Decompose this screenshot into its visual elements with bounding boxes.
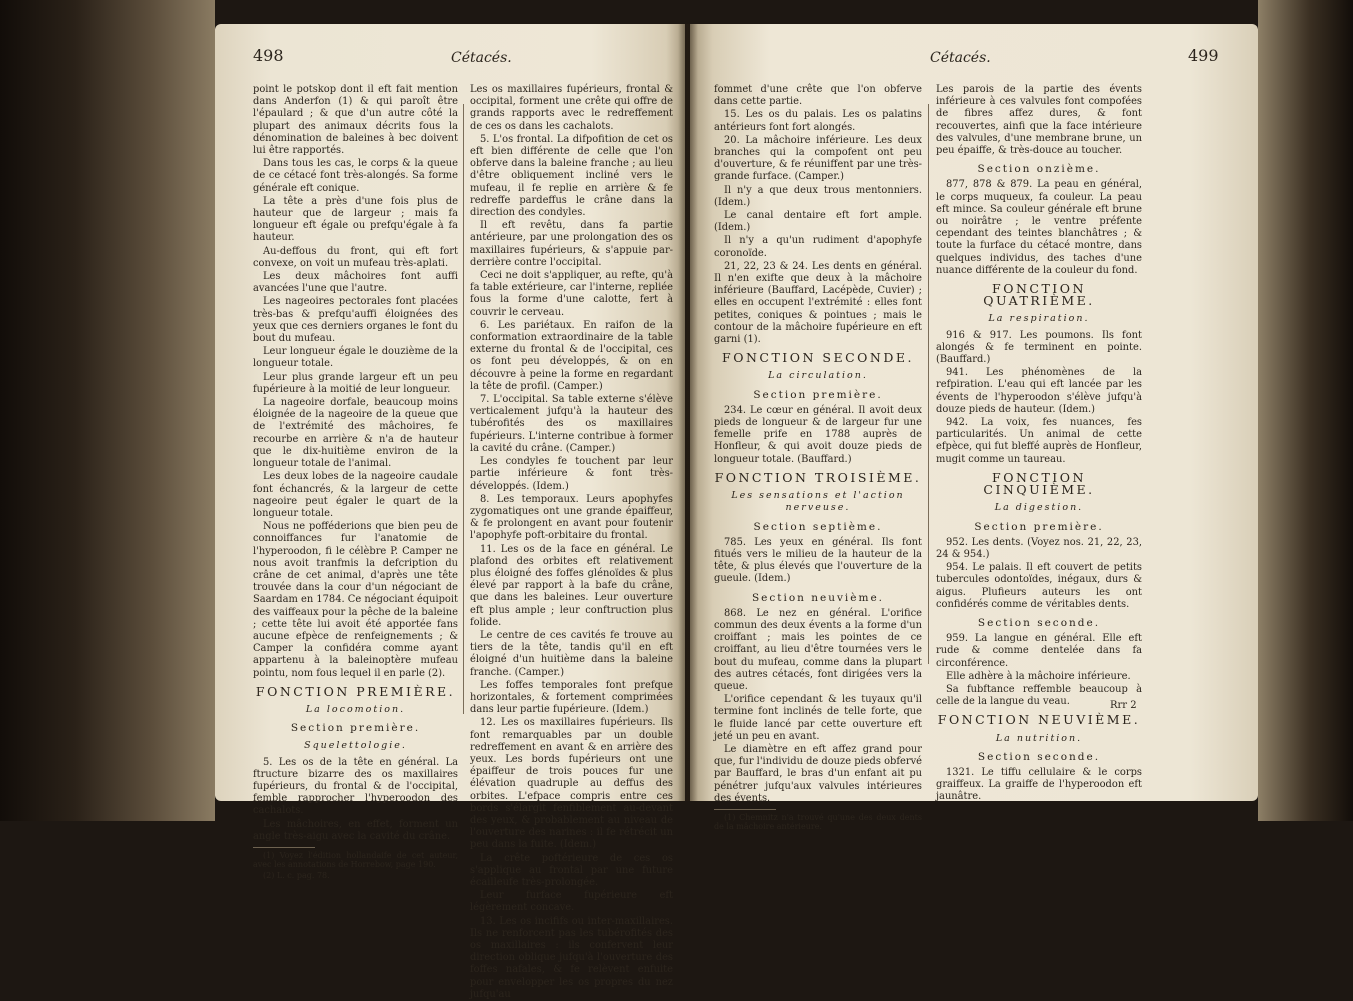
paragraph: Au-deffous du front, qui eft fort convexe, on voit un mufeau très-aplati. <box>253 245 458 269</box>
paragraph: Les deux mâchoires font auffi avancées l'une que l'autre. <box>253 271 458 295</box>
section-heading: Section première. <box>753 388 883 401</box>
paragraph: point le potskop dont il eft fait mention dans Anderfon (1) & qui paroît être l'épaulard ; & que d'un autre côté la plupart des animaux décrits fous la dénomination de baleines à bec doivent lui être rapportés. <box>253 84 458 157</box>
section-heading: La digestion. <box>994 502 1084 514</box>
right-page-stack <box>1258 0 1353 821</box>
paragraph: 12. Les os maxillaires fupérieurs. Ils font remarquables par un double redreffement en avant & en arrière des yeux. Les bords fupérieurs ont une épaiffeur de trois pouces fur une élévation quadruple au deffus des orbites. L'efpace compris entre ces bords s'élargit fenfiblement au-devant des yeux, & probablement au niveau de l'ouverture des narines : il fe rétrécit un peu dans la fuite. (Idem.) <box>470 717 673 851</box>
paragraph: Leur furface fupérieure eft légèrement concave. <box>470 890 673 914</box>
paragraph: Nous ne pofféderions que bien peu de connoiffances fur l'anatomie de l'hyperoodon, fi le célèbre P. Camper ne nous avoit tranfmis la defcription du crâne de cet animal, d'après une tête trouvée dans la cour d'un négociant de Saardam en 1784. Ce négociant équipoit des vaiffeaux pour la pêche de la baleine ; cette tête lui avoit été apportée fans aucune efpèce de renfeignements ; & Camper la confidéra comme ayant appartenu à la baleinoptère mufeau pointu, nom fous lequel il en parle (2). <box>253 521 458 679</box>
paragraph: 952. Les dents. (Voyez nos. 21, 22, 23, 24 & 954.) <box>936 536 1142 560</box>
paragraph: Le centre de ces cavités fe trouve au tiers de la tête, tandis qu'il en eft éloigné d'un huitième dans la baleine franche. (Camper.) <box>470 629 673 678</box>
paragraph: 21, 22, 23 & 24. Les dents en général. Il n'en exifte que deux à la mâchoire inférieure (Bauffard, Lacépède, Cuvier) ; elles en occupent l'extrémité : elles font petites, coniques & pointues ; mais le contour de la mâchoire fupérieure en eft garni (1). <box>714 260 922 346</box>
paragraph: 234. Le cœur en général. Il avoit deux pieds de longueur & de largeur fur une femelle prife en 1788 auprès de Honfleur, & qui avoit douze pieds de longueur totale. (Bauffard.) <box>714 404 922 465</box>
paragraph: 954. Le palais. Il eft couvert de petits tubercules odontoïdes, inégaux, durs & aigus. Plufieurs auteurs les ont confidérés comme de véritables dents. <box>936 562 1142 610</box>
paragraph: La crête poftérieure de ces os s'applique au frontal par une future écailleufe très-prolongée. <box>470 852 673 888</box>
left-column-1 <box>253 84 458 880</box>
paragraph: Les nageoires pectorales font placées très-bas & prefqu'auffi éloignées des yeux que ces derniers organes le font du bout du mufeau. <box>253 296 458 345</box>
section-heading: Section onzième. <box>977 163 1101 176</box>
paragraph: 11. Les os de la face en général. Le plafond des orbites eft relativement plus éloigné des foffes glénoïdes & plus élevé par rapport à la bafe du crâne, que dans les baleines. Leur ouverture eft plus ample ; leur conftruction plus folide. <box>470 543 673 628</box>
section-heading: La circulation. <box>768 370 868 382</box>
footnote: (1) Voyez l'édition hollandaife de cet auteur, avec les annotations de Horrebow, page 190. <box>253 850 458 870</box>
paragraph: 916 & 917. Les poumons. Ils font alongés & fe terminent en pointe. (Bauffard.) <box>936 329 1142 366</box>
paragraph: 5. L'os frontal. La difpofition de cet os eft bien différente de celle que l'on obferve dans la baleine franche ; au lieu d'être obliquement incliné vers le mufeau, il fe replie en arrière & fe redreffe pardeffus le crâne dans la direction des condyles. <box>470 133 673 219</box>
right-column-1 <box>714 84 922 832</box>
section-heading: FONCTION NEUVIÈME. <box>937 712 1141 728</box>
paragraph: Les parois de la partie des évents inférieure à ces valvules font compofées de fibres affez dures, & font recouvertes, ainfi que la face intérieure des valvules, d'une membrane brune, un peu épaiffe, & très-douce au toucher. <box>936 84 1142 157</box>
paragraph: Dans tous les cas, le corps & la queue de ce cétacé font très-alongés. Sa forme générale eft conique. <box>253 158 458 194</box>
section-heading: Section neuvième. <box>751 591 885 604</box>
paragraph: 959. La langue en général. Elle eft rude & comme dentelée dans fa circonférence. <box>936 633 1142 669</box>
section-heading: Section première. <box>290 722 421 735</box>
section-heading: La nutrition. <box>995 732 1083 744</box>
paragraph: Les os maxillaires fupérieurs, frontal & occipital, forment une crête qui offre de grands rapports avec le redreffement de ces os dans les cachalots. <box>470 84 673 132</box>
paragraph: Leur plus grande largeur eft un peu fupérieure à la moitié de leur longueur. <box>253 371 458 395</box>
paragraph: 942. La voix, fes nuances, fes particularités. Un animal de cette efpèce, qui fut bleffé auprès de Honfleur, mugit comme un taureau. <box>936 417 1142 465</box>
right-page <box>690 24 1258 832</box>
section-heading: Squelettologie. <box>304 740 407 752</box>
footnote: (1) Chemnitz n'a trouvé qu'une des deux dents de la mâchoire antérieure. <box>714 812 922 832</box>
column-rule <box>463 104 464 714</box>
paragraph: L'orifice cependant & les tuyaux qu'il termine font inclinés de telle forte, que le fluide lancé par cette ouverture eft jeté un peu en avant. <box>714 694 922 742</box>
paragraph: 868. Le nez en général. L'orifice commun des deux évents a la forme d'un croiffant ; mais les pointes de ce croiffant, au lieu d'être tournées vers le bout du mufeau, comme dans la plupart des autres cétacés, font dirigées vers la queue. <box>714 607 922 692</box>
section-heading: FONCTION SECONDE. <box>722 350 914 366</box>
paragraph: Le diamètre en eft affez grand pour que, fur l'individu de douze pieds obfervé par Bauffard, le bras d'un enfant ait pu pénétrer jufqu'aux valvules intérieures des évents. <box>714 743 922 804</box>
running-title: Cétacés. <box>451 50 512 66</box>
paragraph: Il eft revêtu, dans fa partie antérieure, par une prolongation des os maxillaires fupérieurs, & s'appuie par-derrière contre l'occipital. <box>470 220 673 268</box>
footnote-rule <box>253 847 315 848</box>
book-gutter <box>678 24 698 801</box>
section-heading: Section septième. <box>753 520 883 533</box>
paragraph: 877, 878 & 879. La peau en général, le corps muqueux, fa couleur. La peau eft mince. Sa couleur générale eft brune ou noirâtre ; le ventre préfente cependant des teintes blanchâtres ; & toute la furface du cétacé montre, dans quelques individus, des taches d'une nuance différente de la couleur du fond. <box>936 179 1142 276</box>
paragraph: La tête a près d'une fois plus de hauteur que de largeur ; mais fa longueur eft égale ou prefqu'égale à fa hauteur. <box>253 195 458 244</box>
paragraph: 15. Les os du palais. Les os palatins antérieurs font fort alongés. <box>714 109 922 133</box>
paragraph: 13. Les os incififs ou inter-maxillaires. Ils ne renforcent pas les tubérofités des os maxillaires : ils confervent leur direction oblique jufqu'à l'ouverture des foffes nafales, & fe relèvent enfuite pour envelopper les os propres du nez jufqu'au <box>470 915 673 1000</box>
paragraph: La nageoire dorfale, beaucoup moins éloignée de la nageoire de la queue que de l'extrémité des mâchoires, fe recourbe en arrière & n'a de hauteur que le dix-huitième environ de la longueur totale de l'animal. <box>253 397 458 470</box>
paragraph: Leur longueur égale le douzième de la longueur totale. <box>253 346 458 370</box>
paragraph: 20. La mâchoire inférieure. Les deux branches qui la compofent ont peu d'ouverture, & fe réuniffent par une très-grande furface. (Camper.) <box>714 134 922 183</box>
section-heading: Section seconde. <box>977 616 1101 629</box>
paragraph: Les deux lobes de la nageoire caudale font échancrés, & la largeur de cette nageoire peut égaler le quart de la longueur totale. <box>253 471 458 519</box>
paragraph: Il n'y a que deux trous mentonniers. (Idem.) <box>714 184 922 208</box>
paragraph: Sa fubftance reffemble beaucoup à celle de la langue du veau. <box>936 683 1142 708</box>
page-number: 498 <box>253 46 284 65</box>
left-page-stack <box>0 0 215 821</box>
paragraph: 5. Les os de la tête en général. La ftructure bizarre des os maxillaires fupérieurs, du frontal & de l'occipital, femble rapprocher l'hyperoodon des cachalots. <box>253 756 458 817</box>
paragraph: 1321. Le tiffu cellulaire & le corps graiffeux. La graiffe de l'hyperoodon eft jaunâtre. <box>936 766 1142 803</box>
left-column-2 <box>470 84 673 1000</box>
right-column-2 <box>936 84 1142 803</box>
section-heading: FONCTION TROISIÈME. <box>714 469 922 485</box>
section-heading: Section première. <box>974 520 1104 533</box>
section-heading: Les sensations et l'action nerveuse. <box>731 490 905 514</box>
running-title: Cétacés. <box>930 50 991 66</box>
signature-mark: Rrr 2 <box>1110 700 1137 711</box>
paragraph: Les condyles fe touchent par leur partie inférieure & font très-développés. (Idem.) <box>470 456 673 492</box>
section-heading: Section seconde. <box>977 750 1101 763</box>
left-page <box>215 24 685 1000</box>
column-rule <box>928 104 929 664</box>
paragraph: Il n'y a qu'un rudiment d'apophyfe coronoïde. <box>714 235 922 259</box>
paragraph: Elle adhère à la mâchoire inférieure. <box>946 670 1131 682</box>
paragraph: fommet d'une crête que l'on obferve dans cette partie. <box>714 84 922 108</box>
section-heading: La respiration. <box>988 313 1090 325</box>
section-heading: FONCTION PREMIÈRE. <box>255 683 456 699</box>
paragraph: Le canal dentaire eft fort ample. (Idem.) <box>714 210 922 234</box>
page-number: 499 <box>1188 46 1219 65</box>
paragraph: 7. L'occipital. Sa table externe s'élève verticalement jufqu'à la hauteur des tubérofités des os maxillaires fupérieurs. L'interne contribue à former la cavité du crâne. (Camper.) <box>470 394 673 454</box>
paragraph: Les mâchoires, en effet, forment un angle très-aigu avec la cavité du crâne. <box>253 818 458 842</box>
paragraph: Ceci ne doit s'appliquer, au refte, qu'à fa table extérieure, car l'interne, repliée fous la forme d'une calotte, fert à couvrir le cerveau. <box>470 270 673 318</box>
footnote: (2) L. c. pag. 78. <box>263 870 330 880</box>
paragraph: 941. Les phénomènes de la refpiration. L'eau qui eft lancée par les évents de l'hyperoodon s'élève jufqu'à douze pieds de hauteur. (Idem.) <box>936 367 1142 415</box>
paragraph: 8. Les temporaux. Leurs apophyfes zygomatiques ont une grande épaiffeur, & fe prolongent en avant pour foutenir l'apophyfe poft-orbitaire du frontal. <box>470 493 673 542</box>
section-heading: FONCTION CINQUIÈME. <box>983 469 1095 498</box>
paragraph: Les foffes temporales font prefque horizontales, & fortement comprimées dans leur partie fupérieure. (Idem.) <box>470 679 673 716</box>
section-heading: La locomotion. <box>305 703 406 715</box>
footnote-rule <box>714 809 776 810</box>
section-heading: FONCTION QUATRIÈME. <box>983 281 1095 309</box>
paragraph: 6. Les pariétaux. En raifon de la conformation extraordinaire de la table externe du frontal & de l'occipital, ces os font peu développés, & on en découvre à peine la forme en regardant la tête de profil. (Camper.) <box>470 319 673 392</box>
paragraph: 785. Les yeux en général. Ils font fitués vers le milieu de la hauteur de la tête, & plus élevés que l'ouverture de la gueule. (Idem.) <box>714 536 922 585</box>
